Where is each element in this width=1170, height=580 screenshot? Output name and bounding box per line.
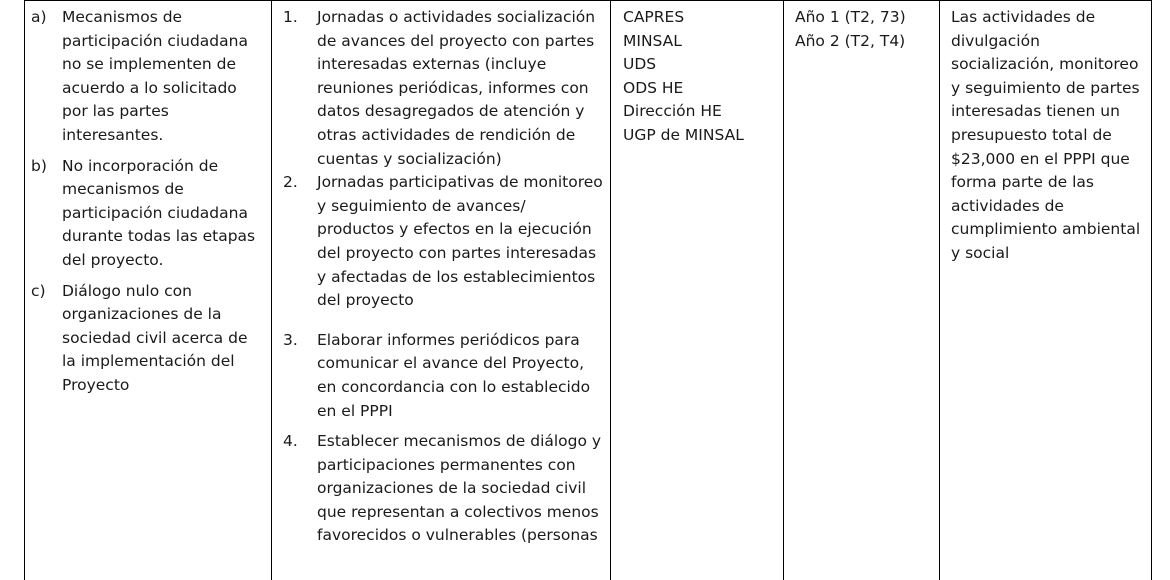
responsibles-column [623, 0, 778, 580]
list-item [31, 280, 259, 398]
responsible-entity: ODS HE [623, 78, 684, 97]
list-item [283, 171, 603, 313]
column-divider [783, 0, 784, 580]
budget-column [951, 0, 1147, 580]
responsible-entity: UDS [623, 55, 657, 74]
risk-text: Mecanismos de participación ciudadana no se implementen de acuerdo a lo solicitado por las partes interesantes. [62, 8, 248, 144]
actions-list [283, 6, 603, 548]
responsible-entity: UGP de MINSAL [623, 125, 744, 144]
budget-text: Las actividades de divulgación socialización, monitoreo y seguimiento de partes interesadas tienen un presupuesto total de $23,000 en el PPPI que forma parte de las actividades de cumplimiento ambiental y social [951, 8, 1141, 262]
list-marker: 3. [283, 330, 298, 349]
list-marker: 4. [283, 432, 298, 451]
list-marker: b) [31, 156, 47, 175]
timeline-entry: Año 1 (T2, 73) [795, 8, 906, 26]
risks-column [31, 0, 259, 580]
list-marker: 1. [283, 8, 298, 26]
list-marker: a) [31, 8, 47, 26]
timeline-entry: Año 2 (T2, T4) [795, 31, 906, 50]
mitigation-table [24, 0, 1152, 580]
list-item [283, 6, 603, 171]
responsible-entity: MINSAL [623, 31, 682, 50]
action-text: Establecer mecanismos de diálogo y participaciones permanentes con organizaciones de la sociedad civil que representan a colectivos menos favorecidos o vulnerables (personas [317, 432, 602, 545]
column-divider [939, 0, 940, 580]
list-item [283, 430, 603, 548]
responsible-entity: Dirección HE [623, 102, 722, 121]
timeline-column [795, 0, 935, 580]
responsible-entity: CAPRES [623, 8, 685, 26]
list-marker: c) [31, 281, 46, 300]
list-marker: 2. [283, 173, 298, 192]
list-item [31, 6, 259, 148]
list-item [31, 155, 259, 273]
risks-list [31, 6, 259, 398]
risk-text: Diálogo nulo con organizaciones de la sociedad civil acerca de la implementación del Proyecto [62, 281, 248, 394]
action-text: Elaborar informes periódicos para comunicar el avance del Proyecto, en concordancia con lo establecido en el PPPI [317, 330, 591, 420]
actions-column [283, 0, 603, 580]
risk-text: No incorporación de mecanismos de participación ciudadana durante todas las etapas del proyecto. [62, 156, 256, 269]
list-item [283, 329, 603, 423]
column-divider [271, 0, 272, 580]
action-text: Jornadas participativas de monitoreo y seguimiento de avances/ productos y efectos en la ejecución del proyecto con partes interesadas y afectadas de los establecimientos del proyecto [317, 173, 603, 310]
column-divider [610, 0, 611, 580]
action-text: Jornadas o actividades socialización de avances del proyecto con partes interesadas externas (incluye reuniones periódicas, informes con datos desagregados de atención y otras actividades de rendición de cuentas y socialización) [317, 8, 596, 168]
